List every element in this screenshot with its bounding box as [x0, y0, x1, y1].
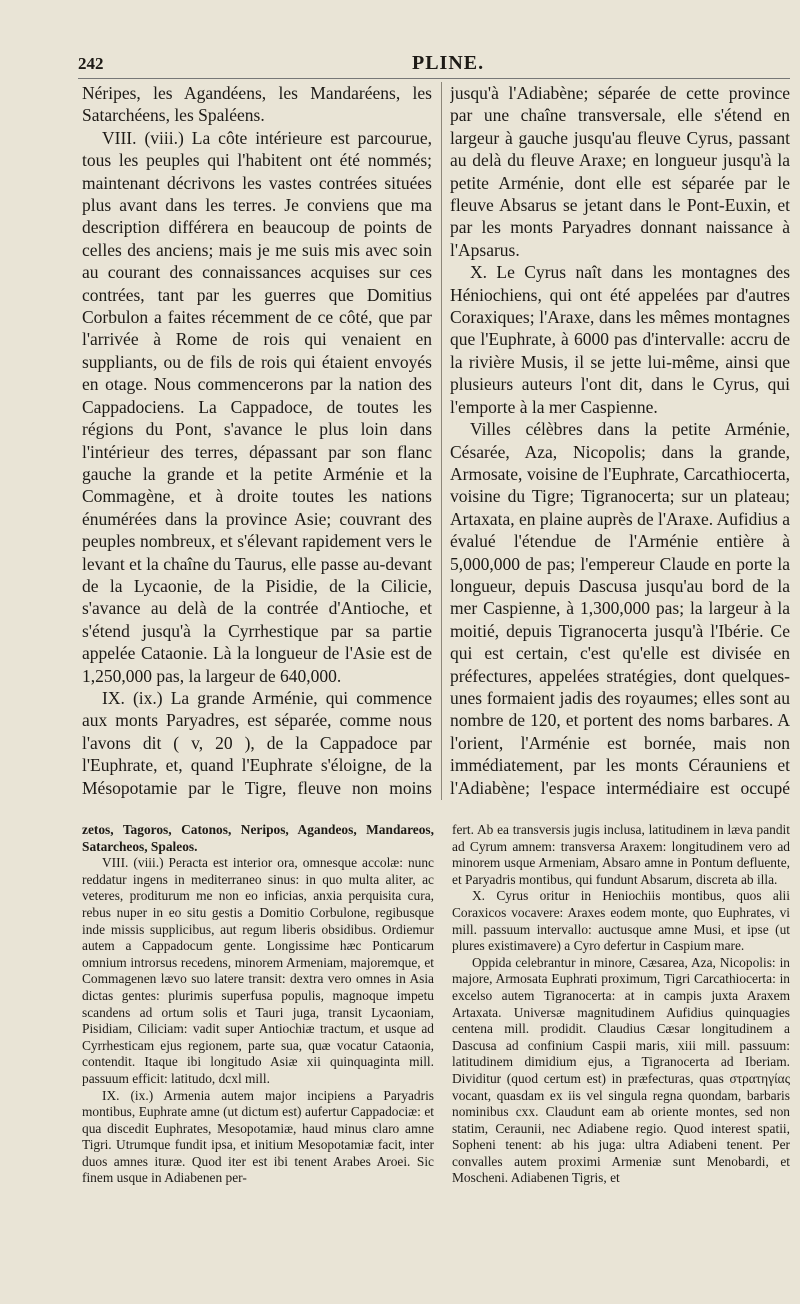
paragraph-text: Villes célèbres dans la petite Arménie, Césarée, Aza, Nicopolis; dans la grande, Armosate, voisine de l'Euphrate, Carcathiocerta, voisine du Tigre; Tigranocerta; sur un plateau; Artaxata, en plaine auprès de l'Araxe. Aufidius a évalué l'étendue de l'Arménie entière à 5,000,000 de pas; l'empereur Claude en porte la longueur, depuis Dascusa jusqu'au bord de la mer Caspienne, à 1,300,000 pas; la largeur à la moitié, depuis Tigranocerta jusqu'à l'Ibérie. Ce qui est certain, c'est qu'elle est divisée en préfectures, appelées stratégies, dont quelques-unes formaient jadis des royaumes; elles sont au nombre de 120, et portent des noms barbares. A l'orient, l'Arménie est bornée, mais non immédiatement, par les monts Cérauniens et l'Adiabène; l'espace intermédiaire est occupé	[450, 419, 790, 798]
latin-paragraph	[82, 1088, 434, 1188]
paragraph-text: VIII. (viii.) Peracta est interior ora, omnesque accolæ: nunc reddatur ingens in mediterraneo sinus: in quo multa aliter, ac veteres, proditurum me non eo inficias, anxia perquisita cura, rebus nuper in eo situ gestis a Domitio Corbulone, regibusque inde missis supplicibus, aut regum liberis obsidibus. Ordiemur autem a Cappadocum gente. Longissime hæc Ponticarum omnium introrsus recedens, minorem Armeniam, majoremque, et Commagenen lævo suo latere transit: dextra vero omnes in Asia dictas gentes: plurimis superfusa populis, magnoque impetu scandens ad ortum solis et Tauri juga, transit Lycaoniam, Pisidiam, Ciliciam: vadit super Antiochiæ tractum, et usque ad Cyrrhesticam ejus regionem, parte sua, quæ vocatur Cataonia, contendit. Itaque ibi longitudo Asiæ xii quinquaginta mill. passuum efficit: latitudo, dcxl mill.	[82, 855, 434, 1086]
french-paragraph	[82, 82, 432, 127]
running-title: PLINE.	[412, 52, 485, 74]
column-divider	[441, 82, 442, 800]
french-right-column	[450, 82, 790, 800]
latin-left-column	[82, 822, 434, 1292]
french-paragraph	[82, 127, 432, 687]
latin-paragraph	[82, 855, 434, 1087]
paragraph-text: X. Le Cyrus naît dans les montagnes des Héniochiens, qui ont été appelées par d'autres Coraxiques; l'Araxe, dans les mêmes montagnes que l'Euphrate, à 6000 pas d'intervalle: accru de la rivière Musis, il se jette lui-même, ainsi que plusieurs auteurs l'ont dit, dans le Cyrus, qui l'emporte à la mer Caspienne.	[450, 262, 790, 417]
paragraph-text: jusqu'à l'Adiabène; séparée de cette province par une chaîne transversale, elle s'étend en largeur à gauche jusqu'au fleuve Cyrus, passant au delà du fleuve Araxe; en longueur jusqu'à la petite Arménie, dont elle est séparée par le fleuve Absarus se jetant dans le Pont-Euxin, et par les monts Paryadres donnant naissance à l'Apsarus.	[450, 83, 790, 260]
paragraph-text: X. Cyrus oritur in Heniochiis montibus, quos alii Coraxicos vocavere: Araxes eodem monte, quo Euphrates, vi mill. passuum intervallo: auctusque amne Musi, et ipse (ut plures existimavere) a Cyro defertur in Caspium mare.	[452, 888, 790, 954]
header-rule	[78, 78, 790, 79]
french-left-column	[82, 82, 432, 800]
page-header	[78, 50, 790, 78]
french-paragraph	[450, 418, 790, 800]
page-number: 242	[78, 54, 104, 73]
latin-paragraph	[452, 888, 790, 954]
paragraph-text: IX. (ix.) La grande Arménie, qui commence aux monts Paryadres, est séparée, comme nous l'avons dit ( v, 20 ), de la Cappadoce par l'Euphrate, et, quand l'Euphrate s'éloigne, de la Mésopotamie par le Tigre, fleuve non moins	[82, 687, 432, 798]
paragraph-text: VIII. (viii.) La côte intérieure est parcourue, tous les peuples qui l'habitent ont été nommés; maintenant décrivons les vastes contrées situées plus avant dans les terres. Je conviens que ma description différera en beaucoup de points de celles des anciens; mais je me suis mis avec soin au courant des connaissances acquises sur ces contrées, tant par les guerres que Domitius Corbulon a faites récemment de ce côté, que par l'arrivée à Rome de rois qui venaient en suppliants, ou de fils de rois qui étaient envoyés en otage. Nous commencerons par la nation des Cappadociens. La Cappadoce, de toutes les régions du Pont, s'avance le plus loin dans l'intérieur des terres, dépassant par son flanc gauche la grande et la petite Arménie et la Commagène, et à droite toutes les nations énumérées dans la province Asie; couvrant des peuples nombreux, et s'élevant rapidement vers le levant et la chaîne du Taurus, elle passe au-devant de la Lycaonie, de la Pisidie, de la Cilicie, s'avance au delà de la contrée d'Antioche, et s'étend jusqu'à la Cyrrhestique par sa partie appelée Cataonie. Là la longueur de l'Asie est de 1,250,000 pas, la largeur de 640,000.	[82, 127, 432, 686]
paragraph-text: fert. Ab ea transversis jugis inclusa, latitudinem in læva pandit ad Cyrum amnem: transversa Araxem: longitudinem vero ad minorem usque Armeniam, Absaro amne in Pontum defluente, et Paryadris montibus, qui fundunt Absarum, discreta ab illa.	[452, 822, 790, 887]
french-paragraph	[82, 687, 432, 800]
latin-right-column	[452, 822, 790, 1292]
paragraph-text: zetos, Tagoros, Catonos, Neripos, Agandeos, Mandareos, Satarcheos, Spaleos.	[82, 822, 434, 854]
french-paragraph	[450, 82, 790, 261]
latin-paragraph	[452, 822, 790, 888]
paragraph-text: Oppida celebrantur in minore, Cæsarea, Aza, Nicopolis: in majore, Armosata Euphrati proximum, Tigri Carcathiocerta: in excelso autem Tigranocerta: at in campis juxta Araxem Artaxata. Universæ magnitudinem Aufidius quinquagies centena mill. prodidit. Claudius Cæsar longitudinem a Dascusa ad confinium Caspii maris, xiii mill. passuum: latitudinem dimidium ejus, a Tigranocerta ad Iberiam. Dividitur (quod certum est) in præfecturas, quas στρατηγίας vocant, quasdam ex iis vel singula regna quondam, barbaris nominibus cxx. Claudunt eam ab oriente montes, sed non statim, Ceraunii, nec Adiabene regio. Quod interest spatii, Sopheni tenent: ab his juga: ultra Adiabeni tenent. Per convalles autem proximi Armeniæ sunt Menobardi, et Moscheni. Adiabenen Tigris, et	[452, 954, 790, 1186]
french-paragraph	[450, 261, 790, 418]
paragraph-text: IX. (ix.) Armenia autem major incipiens a Paryadris montibus, Euphrate amne (ut dictum est) aufertur Cappadociæ: et qua discedit Euphrates, Mesopotamiæ, haud minus claro amne Tigri. Utrumque fundit ipsa, et initium Mesopotamiæ facit, inter duos amnes ituræ. Quod iter est ibi tenent Arabes Aroei. Sic finem usque in Adiabenen per-	[82, 1087, 434, 1186]
latin-paragraph	[452, 955, 790, 1187]
paragraph-text: Néripes, les Agandéens, les Mandaréens, les Satarchéens, les Spaléens.	[82, 83, 432, 126]
latin-paragraph	[82, 822, 434, 855]
